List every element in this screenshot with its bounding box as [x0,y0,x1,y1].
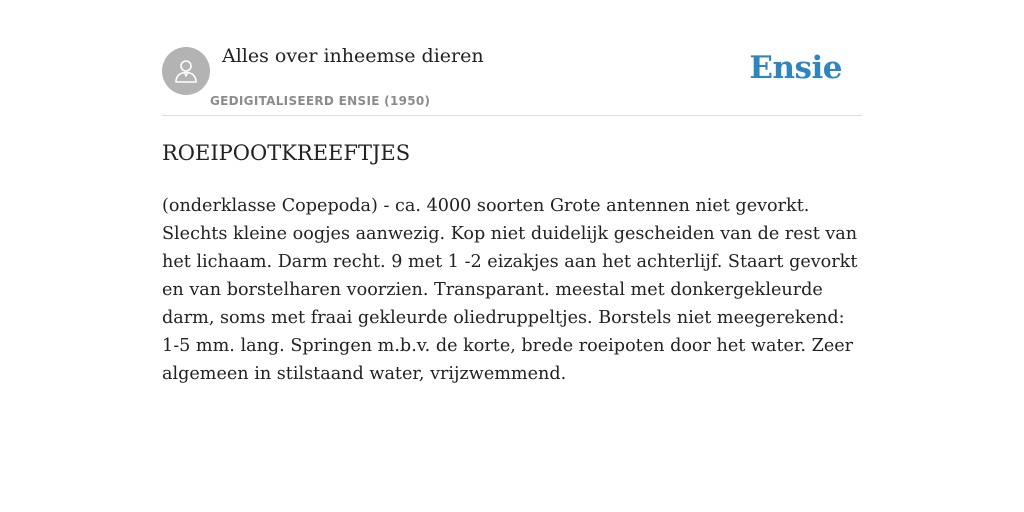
entry-body: (onderklasse Copepoda) - ca. 4000 soorten Grote antennen niet gevorkt. Slechts kleine oogjes aanwezig. Kop niet duidelijk gescheiden van de rest van het lichaam. Darm recht. 9 met 1 -2 eizakjes aan het achterlijf. Staart gevorkt en van borstelharen voorzien. Transparant. meestal met donkergekleurde darm, soms met fraai gekleurde oliedruppeltjes. Borstels niet meegerekend: 1-5 mm. lang. Springen m.b.v. de korte, brede roeipoten door het water. Zeer algemeen in stilstaand water, vrijzwemmend. [162,196,858,384]
brand-logo[interactable]: Ensie [749,50,842,86]
source-subtitle: GEDIGITALISEERD ENSIE (1950) [210,94,431,108]
avatar[interactable] [162,47,210,95]
source-title[interactable]: Alles over inheemse dieren [222,45,484,67]
user-icon [172,57,200,85]
entry-title: ROEIPOOTKREEFTJES [162,141,411,165]
source-header [162,0,862,116]
page [162,0,862,512]
